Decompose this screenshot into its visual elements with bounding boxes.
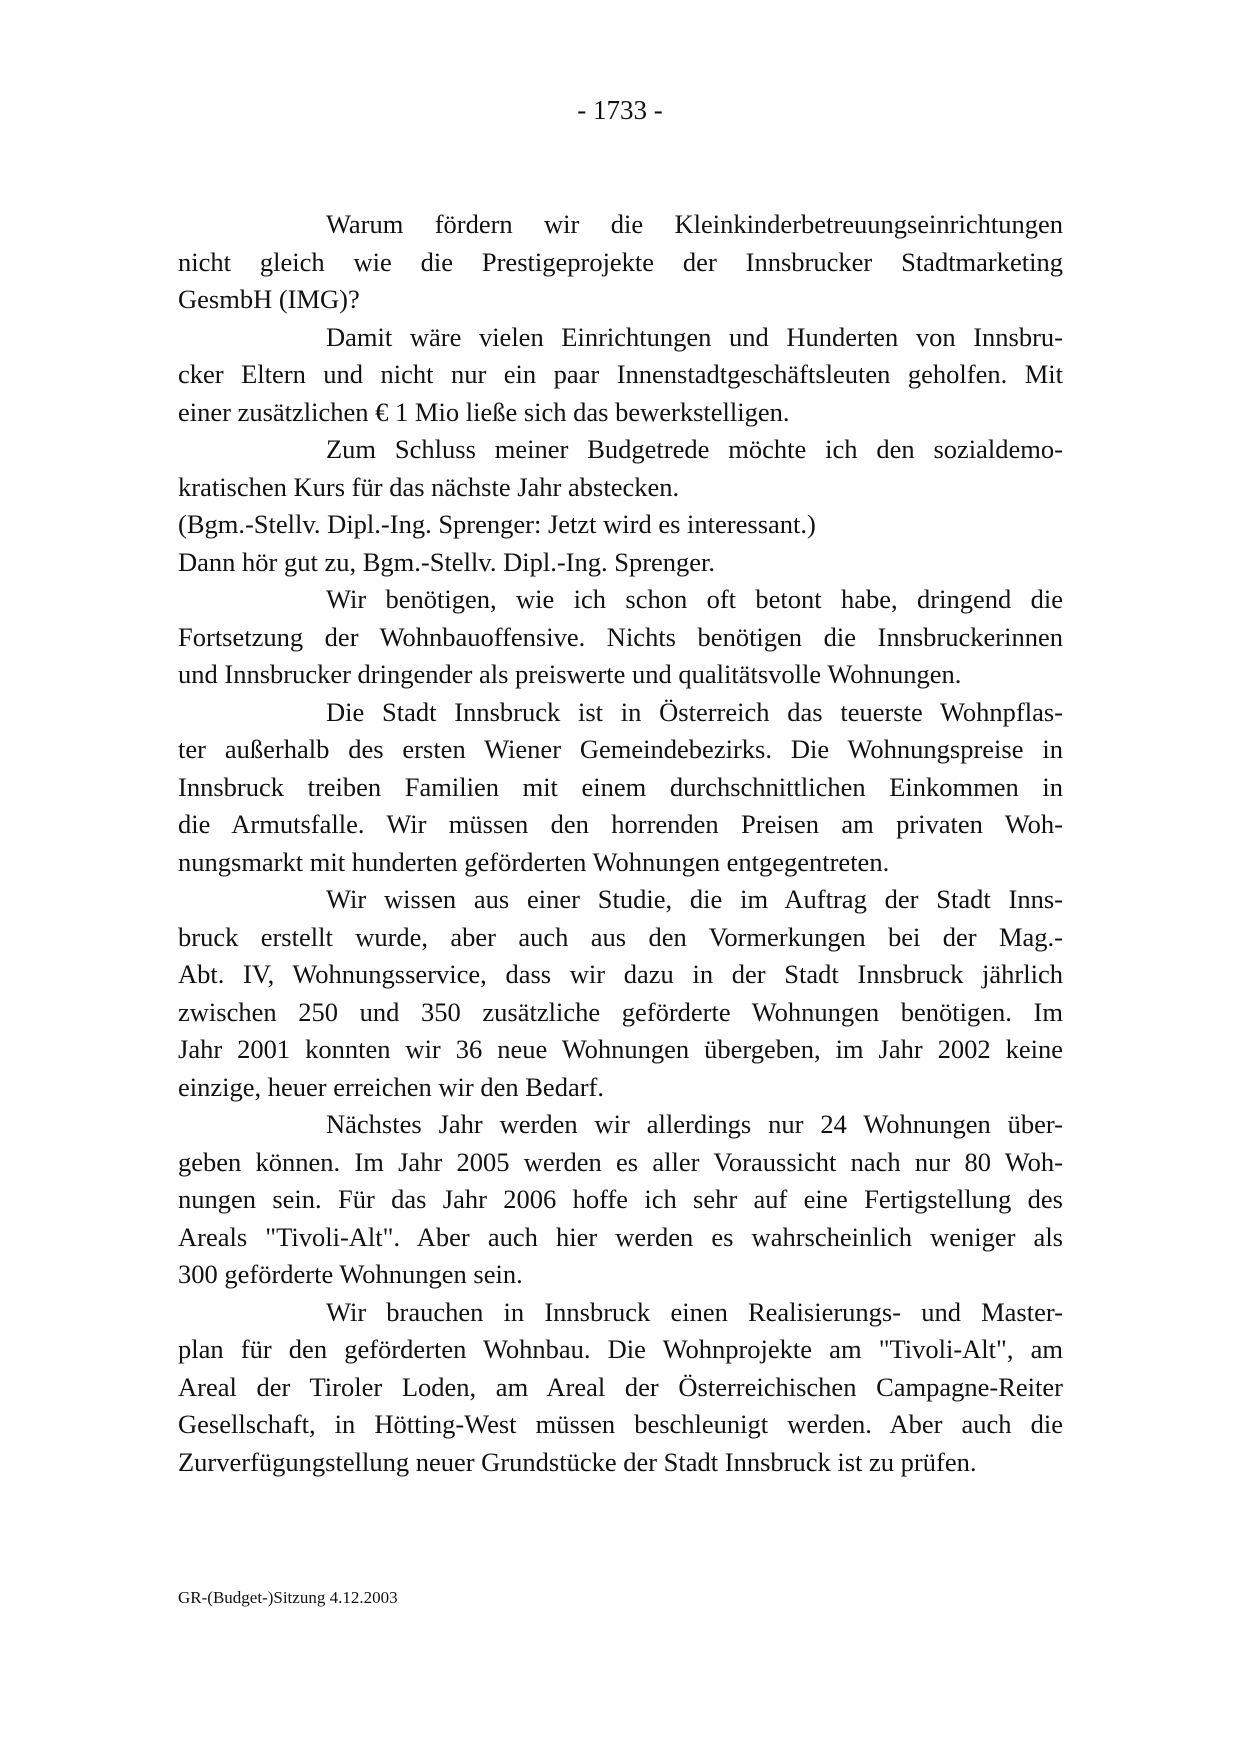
- text-line: Wir wissen aus einer Studie, die im Auftrag der Stadt Inns-: [326, 884, 1063, 914]
- paragraph: [178, 506, 1063, 544]
- text-line: Wir benötigen, wie ich schon oft betont habe, dringend die: [326, 584, 1063, 614]
- text-line: (Bgm.-Stellv. Dipl.-Ing. Sprenger: Jetzt wird es interessant.): [178, 509, 816, 539]
- text-line: geben können. Im Jahr 2005 werden es aller Voraussicht nach nur 80 Woh-: [178, 1146, 1063, 1177]
- paragraph: [178, 544, 1063, 582]
- paragraph: [178, 206, 1063, 319]
- text-line: Zum Schluss meiner Budgetrede möchte ich den sozialdemo-: [326, 434, 1063, 464]
- text-line: die Armutsfalle. Wir müssen den horrenden Preisen am privaten Woh-: [178, 809, 1063, 839]
- text-line: bruck erstellt wurde, aber auch aus den Vormerkungen bei der Mag.-: [178, 921, 1063, 952]
- text-line: Dann hör gut zu, Bgm.-Stellv. Dipl.-Ing. Sprenger.: [178, 546, 716, 577]
- text-line: GesmbH (IMG)?: [178, 284, 360, 314]
- text-line: 300 geförderte Wohnungen sein.: [178, 1259, 523, 1289]
- paragraph: [178, 881, 1063, 1106]
- text-line: Zurverfügungstellung neuer Grundstücke der Stadt Innsbruck ist zu prüfen.: [178, 1446, 977, 1477]
- text-line: Wir brauchen in Innsbruck einen Realisierungs- und Master-: [326, 1296, 1063, 1327]
- text-line: nungsmarkt mit hunderten geförderten Wohnungen entgegentreten.: [178, 846, 890, 877]
- text-line: nicht gleich wie die Prestigeprojekte der Innsbrucker Stadtmarketing: [178, 246, 1063, 277]
- text-line: Jahr 2001 konnten wir 36 neue Wohnungen übergeben, im Jahr 2002 keine: [178, 1034, 1063, 1064]
- text-line: Gesellschaft, in Hötting-West müssen beschleunigt werden. Aber auch die: [178, 1409, 1063, 1439]
- text-line: ter außerhalb des ersten Wiener Gemeindebezirks. Die Wohnungspreise in: [178, 734, 1063, 764]
- paragraph: [178, 581, 1063, 694]
- paragraph: [178, 1294, 1063, 1482]
- paragraph: [178, 1106, 1063, 1294]
- text-line: zwischen 250 und 350 zusätzliche geförderte Wohnungen benötigen. Im: [178, 996, 1063, 1027]
- text-line: Die Stadt Innsbruck ist in Österreich das teuerste Wohnpflas-: [326, 696, 1063, 727]
- paragraph: [178, 694, 1063, 882]
- text-line: cker Eltern und nicht nur ein paar Innenstadtgeschäftsleuten geholfen. Mit: [178, 359, 1063, 389]
- body-text: [178, 206, 1063, 1481]
- text-line: nungen sein. Für das Jahr 2006 hoffe ich sehr auf eine Fertigstellung des: [178, 1184, 1063, 1214]
- text-line: Areal der Tiroler Loden, am Areal der Österreichischen Campagne-Reiter: [178, 1371, 1063, 1402]
- text-line: Innsbruck treiben Familien mit einem durchschnittlichen Einkommen in: [178, 771, 1063, 802]
- text-line: einer zusätzlichen € 1 Mio ließe sich das bewerkstelligen.: [178, 396, 790, 427]
- text-line: Warum fördern wir die Kleinkinderbetreuungseinrichtungen: [326, 209, 1063, 239]
- text-line: Fortsetzung der Wohnbauoffensive. Nichts benötigen die Innsbruckerinnen: [178, 621, 1063, 652]
- paragraph: [178, 319, 1063, 432]
- text-line: Abt. IV, Wohnungsservice, dass wir dazu in der Stadt Innsbruck jährlich: [178, 959, 1063, 989]
- text-line: Nächstes Jahr werden wir allerdings nur 24 Wohnungen über-: [326, 1109, 1063, 1139]
- text-line: und Innsbrucker dringender als preiswerte und qualitätsvolle Wohnungen.: [178, 659, 962, 689]
- text-line: Damit wäre vielen Einrichtungen und Hunderten von Innsbru-: [326, 321, 1063, 352]
- paragraph: [178, 431, 1063, 506]
- text-line: Areals "Tivoli-Alt". Aber auch hier werden es wahrscheinlich weniger als: [178, 1221, 1063, 1252]
- text-line: einzige, heuer erreichen wir den Bedarf.: [178, 1071, 604, 1102]
- page-number: - 1733 -: [577, 95, 663, 125]
- text-line: plan für den geförderten Wohnbau. Die Wohnprojekte am "Tivoli-Alt", am: [178, 1334, 1063, 1364]
- footer-session-label: GR-(Budget-)Sitzung 4.12.2003: [178, 1588, 398, 1607]
- text-line: kratischen Kurs für das nächste Jahr abstecken.: [178, 471, 680, 502]
